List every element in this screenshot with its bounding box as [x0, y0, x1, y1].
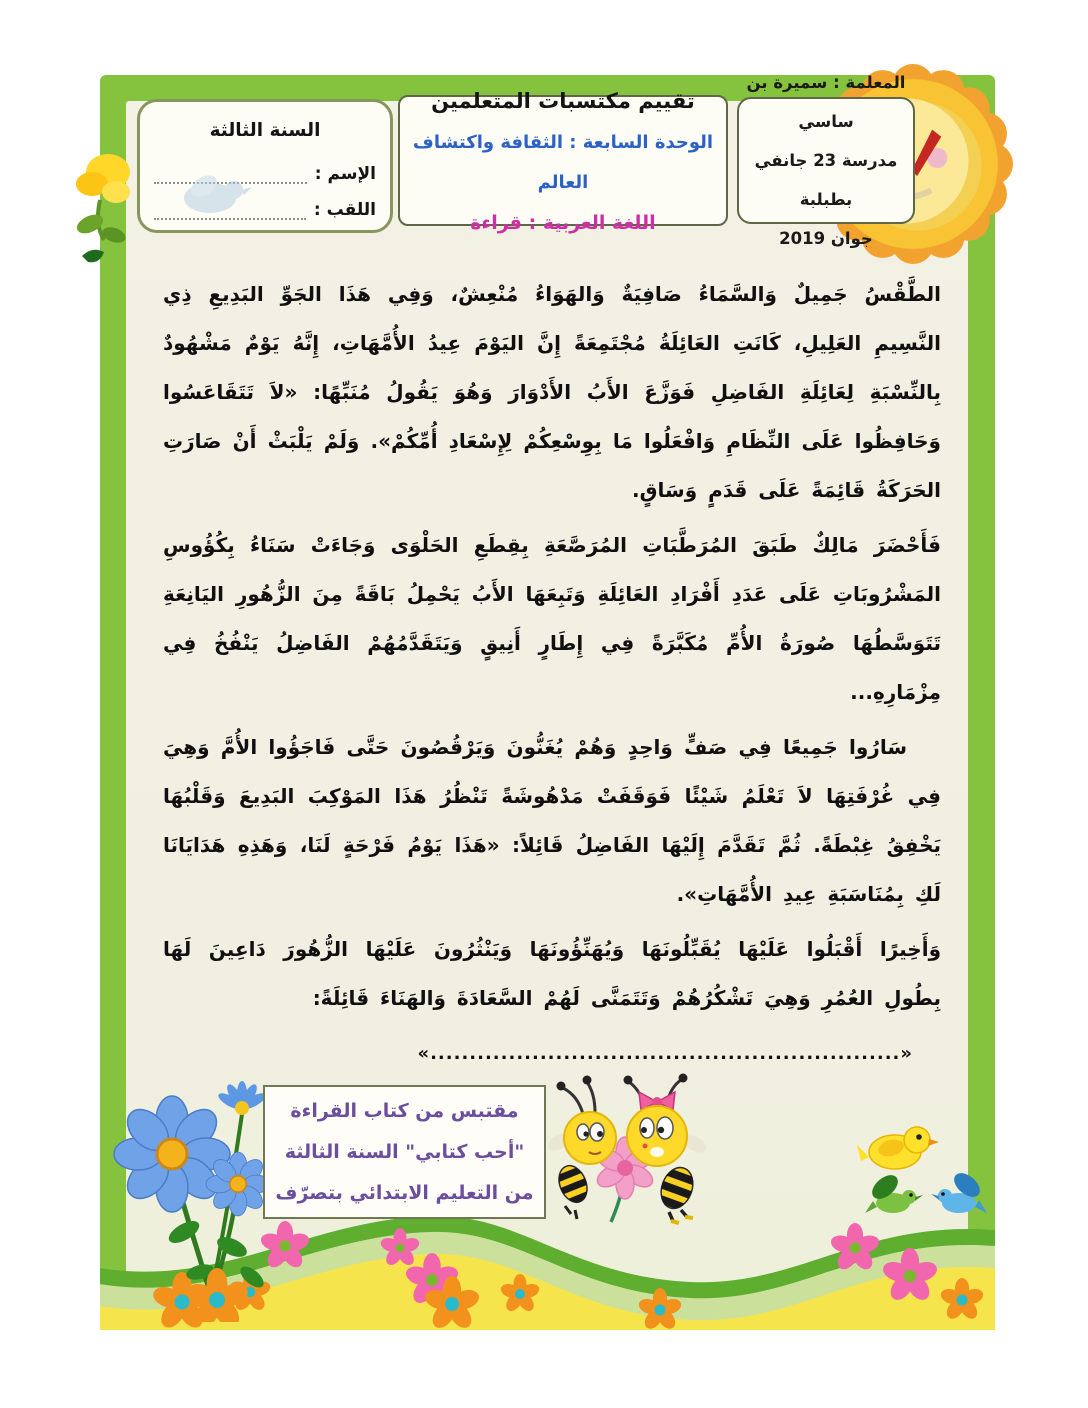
assessment-title: تقييم مكتسبات المتعلمين [431, 88, 695, 113]
blue-daisies-icon [92, 1072, 277, 1326]
first-name-label: الإسم : [314, 164, 376, 184]
teacher-name: المعلمة : سميرة بن ساسي [746, 73, 906, 131]
school-info-box [737, 73, 915, 248]
quote-fill-in-line[interactable]: «............................................................» [417, 1043, 913, 1064]
paragraph-1: الطَّقْسُ جَمِيلٌ وَالسَّمَاءُ صَافِيَةٌ وَالهَوَاءُ مُنْعِشٌ، وَفِي هَذَا الجَوِّ البَدِيعِ ذِي النَّسِيمِ العَلِيلِ، كَانَتِ العَائِلَةُ مُجْتَمِعَةً إِنَّ اليَوْمَ عِيدُ الأُمَّهَاتِ، إِنَّهُ يَوْمٌ مَشْهُودٌ بِالنِّسْبَةِ لِعَائِلَةِ الفَاضِلِ فَوَزَّعَ الأَبُ الأَدْوَارَ وَهُوَ يَقُولُ مُنَبِّهًا: «لاَ تَتَقَاعَسُوا وَحَافِظُوا عَلَى النِّظَامِ وَافْعَلُوا مَا بِوِسْعِكُمْ لِإِسْعَادِ أُمِّكُمْ». وَلَمْ يَلْبَثْ أَنْ صَارَتِ الحَرَكَةُ قَائِمَةً عَلَى قَدَمٍ وَسَاقٍ. [163, 282, 941, 502]
last-name-label: اللقب : [313, 200, 376, 220]
subject-title: اللغة العربية : قراءة [470, 211, 656, 234]
student-info-box [137, 99, 393, 233]
birds-icon [855, 1115, 995, 1234]
paragraph-4: وَأَخِيرًا أَقْبَلُوا عَلَيْهَا يُقَبِّلُونَهَا وَيُهَنِّؤُونَهَا وَيَنْثُرُونَ عَلَيْهَا الزُّهُورَ دَاعِينَ لَهَا بِطُولِ العُمُرِ وَهِيَ تَشْكُرُهُمْ وَتَتَمَنَّى لَهُمْ السَّعَادَةَ وَالهَنَاءَ قَائِلَةً: [163, 937, 941, 1010]
evaluation-title-box [398, 88, 728, 234]
bird-watermark-icon [168, 160, 256, 226]
session-date: جوان 2019 [779, 229, 873, 248]
paragraph-3: سَارُوا جَمِيعًا فِي صَفٍّ وَاحِدٍ وَهُمْ يُغَنُّونَ وَيَرْقُصُونَ حَتَّى فَاجَؤُوا الأُمَّ وَهِيَ فِي غُرْفَتِهَا لاَ تَعْلَمُ شَيْئًا فَوَقَفَتْ مَدْهُوشَةً تَنْظُرُ هَذَا المَوْكِبَ البَدِيعَ وَقَلْبُهَا يَخْفِقُ غِبْطَةً. ثُمَّ تَقَدَّمَ إِلَيْهَا الفَاضِلُ قَائِلاً: «هَذَا يَوْمُ فَرْحَةٍ لَنَا، وَهَذِهِ هَدَايَانَا لَكِ بِمُنَاسَبَةِ عِيدِ الأُمَّهَاتِ». [163, 735, 941, 906]
source-note-line: مقتبس من كتاب القراءة [290, 1099, 519, 1122]
grade-title: السنة الثالثة [209, 120, 321, 141]
paragraph-2: فَأَحْضَرَ مَالِكٌ طَبَقَ المُرَطَّبَاتِ المُرَصَّعَةِ بِقِطَعِ الحَلْوَى وَجَاءَتْ سَنَاءُ بِكُؤُوسِ المَشْرُوبَاتِ عَلَى عَدَدِ أَفْرَادِ العَائِلَةِ وَتَبِعَهَا الأَبُ يَحْمِلُ بَاقَةً مِنَ الزُّهُورِ اليَانِعَةِ تَتَوَسَّطُهَا صُورَةُ الأُمِّ مُكَبَّرَةً فِي إِطَارٍ أَنِيقٍ وَيَتَقَدَّمُهُمْ الفَاضِلُ يَنْفُخُ فِي مِزْمَارِهِ... [163, 533, 941, 704]
source-note-line: من التعليم الابتدائي بتصرّف [275, 1181, 534, 1204]
reading-passage [163, 270, 941, 1078]
unit-title: الوحدة السابعة : الثقافة واكتشاف العالم [412, 131, 714, 193]
source-note-box [263, 1085, 546, 1219]
school-name: مدرسة 23 جانفي بطبلبة [754, 151, 898, 209]
bees-icon [545, 1072, 710, 1231]
source-note-line: "أحب كتابي" السنة الثالثة [284, 1140, 525, 1163]
